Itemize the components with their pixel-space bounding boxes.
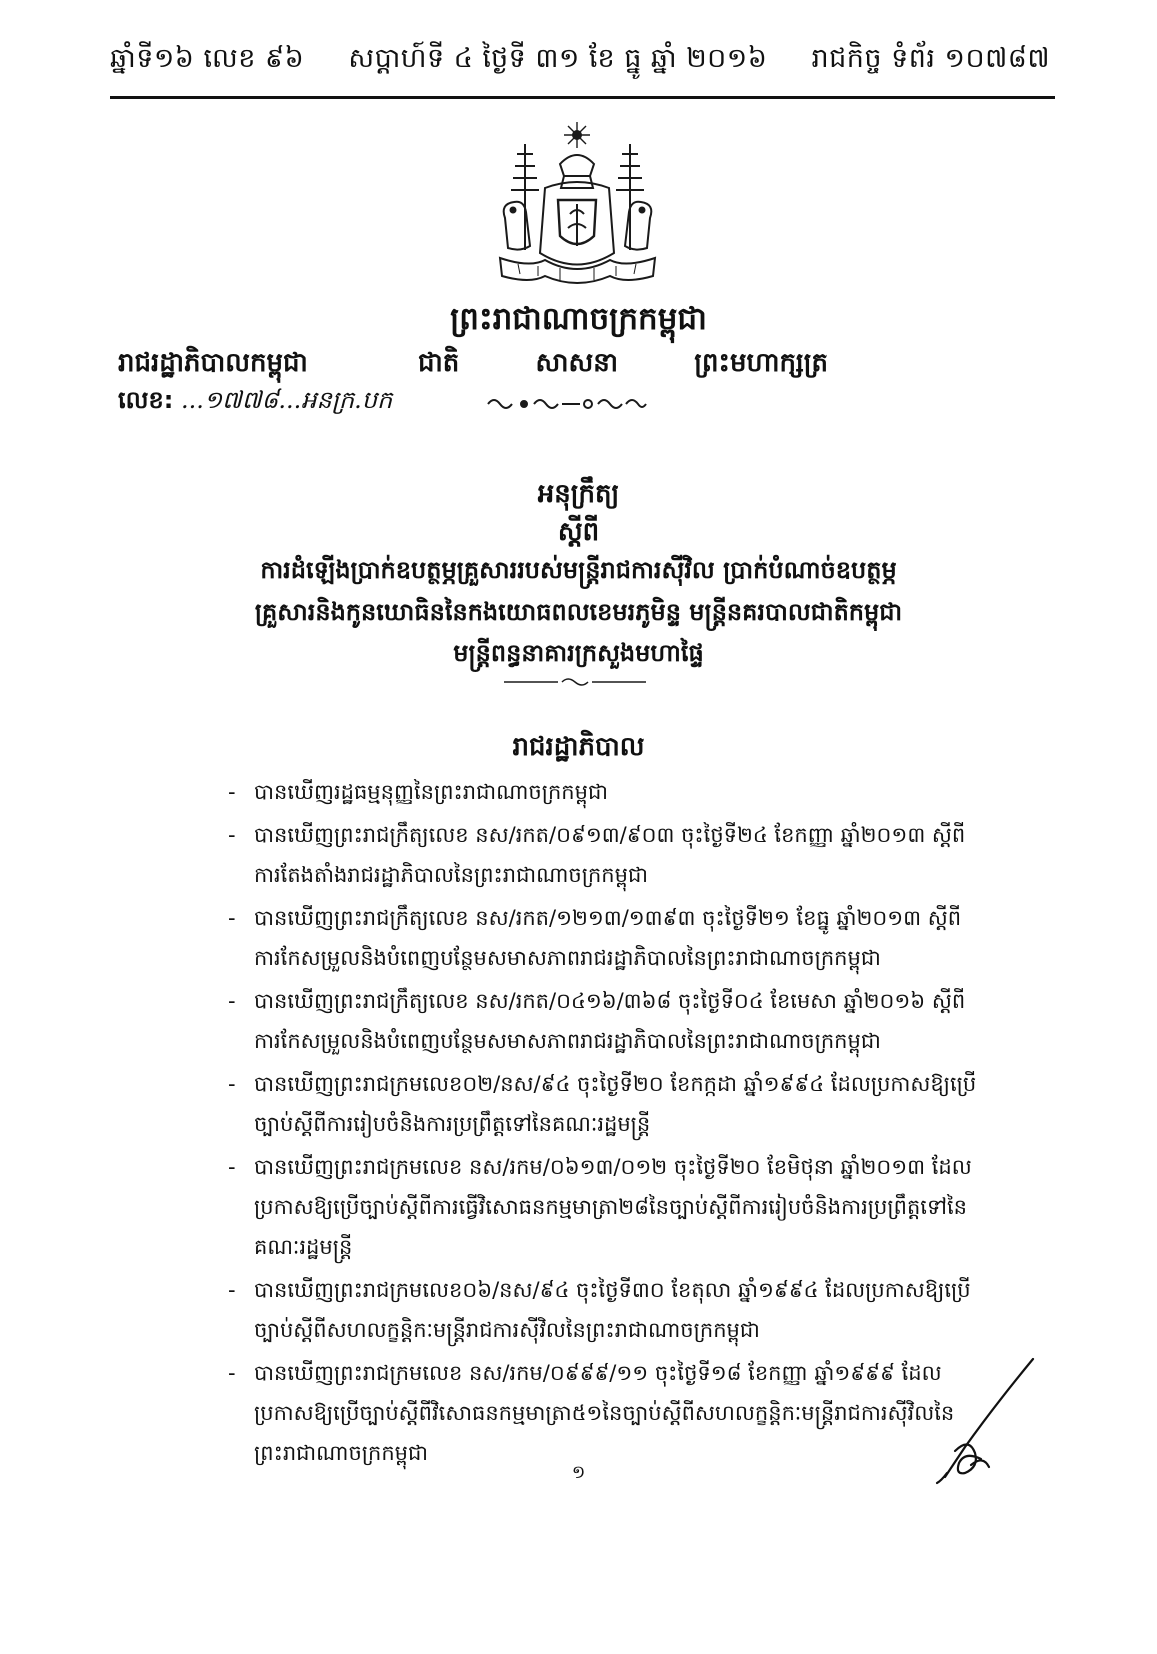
list-item: - បានឃើញព្រះរាជក្រមលេខ០២/នស/៩៤ ចុះថ្ងៃទី២០ ខែកក្កដា ឆ្នាំ១៩៩៤ ដែលប្រកាសឱ្យប្រើច្បាប់ស្តីពីការរៀបចំនិងការប្រព្រឹត្តទៅនៃគណៈរដ្ឋមន្ត្រី — [228, 1064, 988, 1144]
ornament-divider-icon — [484, 392, 649, 414]
list-item: - បានឃើញព្រះរាជក្រមលេខ០៦/នស/៩៤ ចុះថ្ងៃទី៣០ ខែតុលា ឆ្នាំ១៩៩៤ ដែលប្រកាសឱ្យប្រើច្បាប់ស្តីពីសហលក្ខន្តិកៈមន្ត្រីរាជការស៊ីវិលនៃព្រះរាជាណាចក្រកម្ពុជា — [228, 1270, 988, 1350]
list-item: - បានឃើញព្រះរាជក្រឹត្យលេខ នស/រកត/១២១៣/១៣៩៣ ចុះថ្ងៃទី២១ ខែធ្នូ ឆ្នាំ២០១៣ ស្តីពីការកែសម្រួលនិងបំពេញបន្ថែមសមាសភាពរាជរដ្ឋាភិបាលនៃព្រះរាជាណាចក្រកម្ពុជា — [228, 898, 988, 978]
decree-title-line: ការដំឡើងប្រាក់ឧបត្ថម្ភគ្រួសាររបស់មន្ត្រីរាជការស៊ីវិល ប្រាក់បំណាច់ឧបត្ថម្ភ — [260, 556, 897, 584]
motto-nation: ជាតិ — [418, 348, 460, 378]
header-rule — [110, 96, 1055, 99]
decree-type: អនុក្រឹត្យ — [537, 479, 620, 509]
gazette-year-issue: ឆ្នាំទី១៦ លេខ ៩៦ — [110, 43, 305, 74]
list-item: - បានឃើញរដ្ឋធម្មនុញ្ញនៃព្រះរាជាណាចក្រកម្ពុជា — [228, 772, 988, 812]
reference-number — [118, 385, 392, 420]
list-item: - បានឃើញព្រះរាជក្រឹត្យលេខ នស/រកត/០៩១៣/៩០៣ ចុះថ្ងៃទី២៤ ខែកញ្ញា ឆ្នាំ២០១៣ ស្តីពីការតែងតាំងរាជរដ្ឋាភិបាលនៃព្រះរាជាណាចក្រកម្ពុជា — [228, 815, 988, 895]
list-item: - បានឃើញព្រះរាជក្រមលេខ នស/រកម/០៩៩៩/១១ ចុះថ្ងៃទី១៨ ខែកញ្ញា ឆ្នាំ១៩៩៩ ដែលប្រកាសឱ្យប្រើច្បាប់ស្តីពីវិសោធនកម្មមាត្រា៥១នៃច្បាប់ស្តីពីសហលក្ខន្តិកៈមន្ត្រីរាជការស៊ីវិលនៃព្រះរាជាណាចក្រកម្ពុជា — [228, 1353, 988, 1473]
royal-coat-of-arms-icon — [490, 118, 665, 290]
motto-religion: សាសនា — [535, 348, 619, 378]
kingdom-heading: ព្រះរាជាណាចក្រកម្ពុជា — [450, 301, 707, 337]
legal-basis-list — [228, 772, 988, 1476]
list-item: - បានឃើញព្រះរាជក្រឹត្យលេខ នស/រកត/០៤១៦/៣៦៨ ចុះថ្ងៃទី០៤ ខែមេសា ឆ្នាំ២០១៦ ស្តីពីការកែសម្រួលនិងបំពេញបន្ថែមសមាសភាពរាជរដ្ឋាភិបាលនៃព្រះរាជាណាចក្រកម្ពុជា — [228, 981, 988, 1061]
gazette-page: រាជកិច្ច ទំព័រ ១០៧៨៧ — [811, 43, 1050, 74]
government-label: រាជរដ្ឋាភិបាលកម្ពុជា — [118, 348, 308, 378]
gazette-date: សប្តាហ៍ទី ៤ ថ្ងៃទី ៣១ ខែ ធ្នូ ឆ្នាំ ២០១៦ — [348, 43, 768, 74]
section-heading: រាជរដ្ឋាភិបាល — [512, 732, 645, 762]
reference-label: លេខ: — [118, 386, 174, 414]
motto-king: ព្រះមហាក្សត្រ — [694, 348, 828, 378]
title-divider-icon — [500, 675, 650, 689]
reference-value: ...១៧៧៨...អនក្រ.បក — [180, 386, 393, 414]
decree-about: ស្តីពី — [557, 517, 600, 547]
gazette-header — [110, 42, 1050, 81]
decree-title-line: គ្រួសារនិងកូនឃោធិននៃកងយោធពលខេមរភូមិន្ទ មន្ត្រីនគរបាលជាតិកម្ពុជា — [254, 598, 903, 626]
page-number: ១ — [571, 1462, 586, 1483]
signature-icon — [925, 1355, 1045, 1485]
decree-title-line: មន្ត្រីពន្ធនាគារក្រសួងមហាផ្ទៃ — [453, 639, 704, 667]
list-item: - បានឃើញព្រះរាជក្រមលេខ នស/រកម/០៦១៣/០១២ ចុះថ្ងៃទី២០ ខែមិថុនា ឆ្នាំ២០១៣ ដែលប្រកាសឱ្យប្រើច្បាប់ស្តីពីការធ្វើវិសោធនកម្មមាត្រា២៨នៃច្បាប់ស្តីពីការរៀបចំនិងការប្រព្រឹត្តទៅនៃគណៈរដ្ឋមន្ត្រី — [228, 1147, 988, 1267]
national-motto — [418, 346, 828, 384]
